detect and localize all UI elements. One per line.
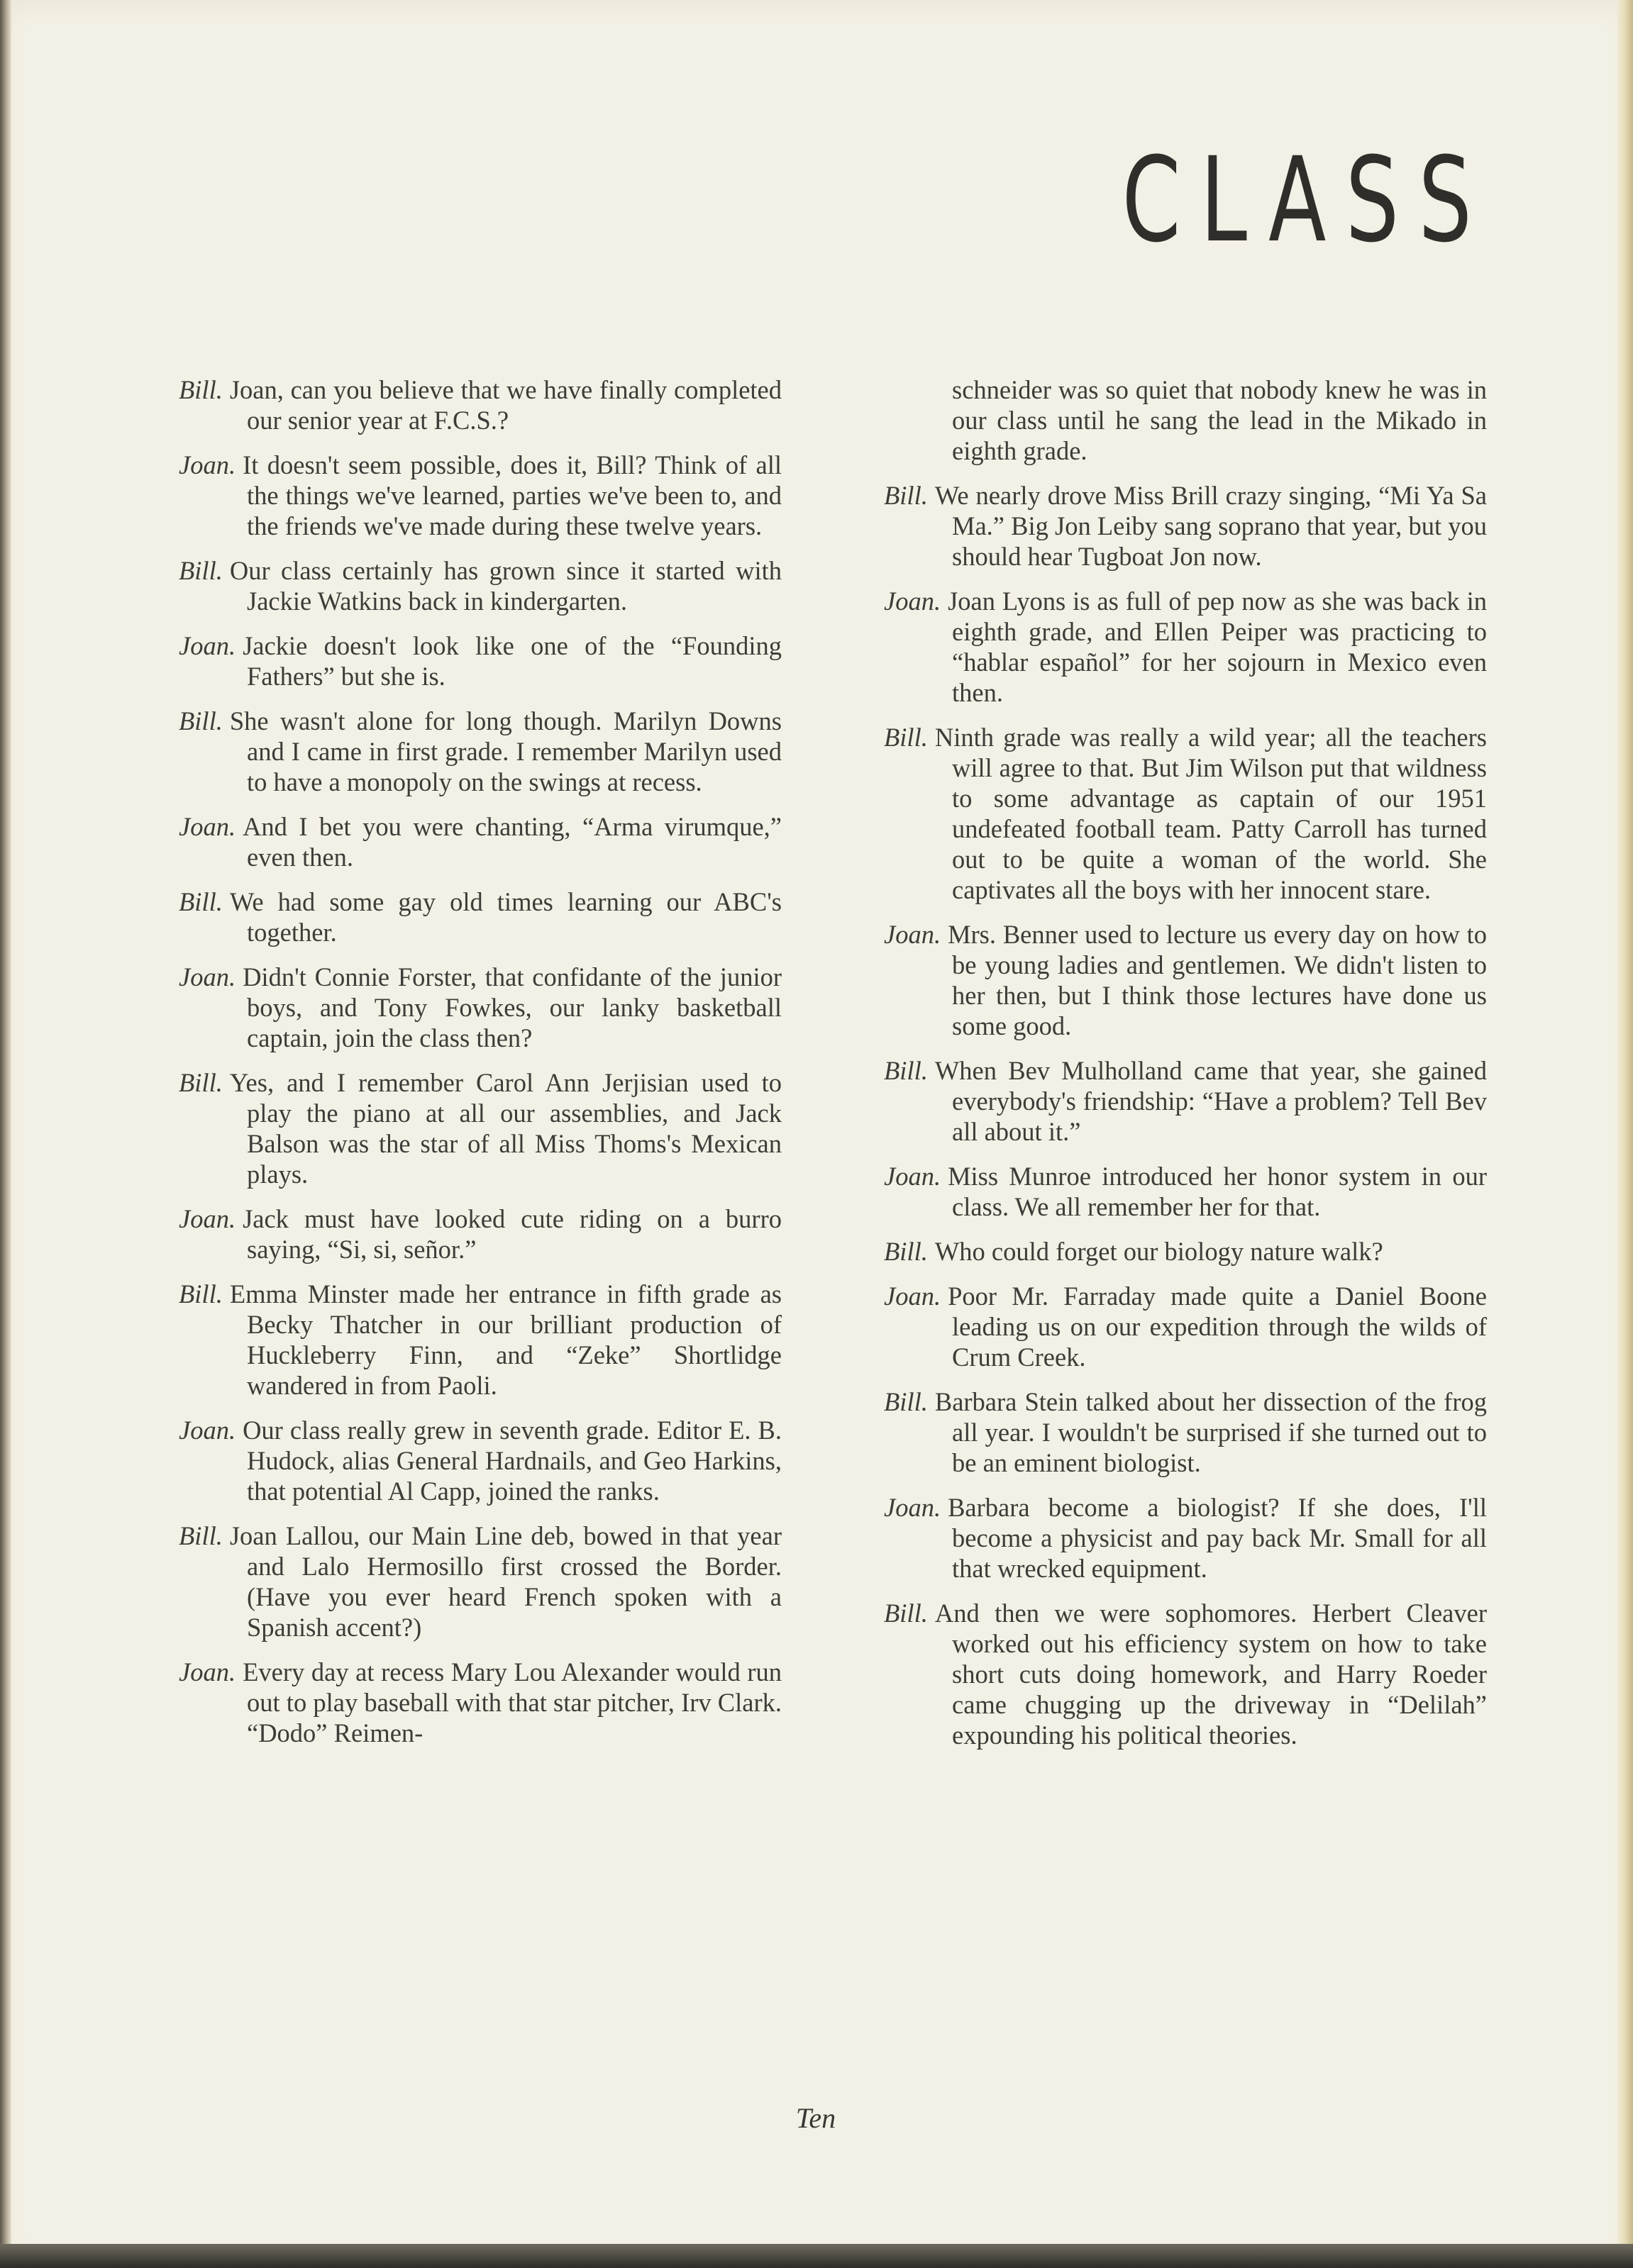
dialogue-text: We nearly drove Miss Brill crazy singing, “Mi Ya Sa Ma.” Big Jon Leiby sang soprano that year, but you should hear Tugboat Jon now.	[934, 481, 1487, 571]
page-binding-edge	[0, 0, 11, 2268]
dialogue-line	[884, 722, 1487, 905]
speaker-name: Joan.	[884, 1162, 941, 1191]
dialogue-line	[179, 811, 782, 872]
speaker-name: Joan.	[179, 450, 236, 479]
dialogue-line	[179, 1521, 782, 1642]
dialogue-text: Emma Minster made her entrance in fifth grade as Becky Thatcher in our brilliant production of Huckleberry Finn, and “Zeke” Shortlidge wandered in from Paoli.	[229, 1279, 782, 1400]
dialogue-line	[884, 586, 1487, 708]
dialogue-text: Mrs. Benner used to lecture us every day on how to be young ladies and gentlemen. We didn't listen to her then, but I think those lectures have done us some good.	[948, 920, 1487, 1040]
dialogue-line	[179, 1657, 782, 1748]
dialogue-line	[179, 886, 782, 947]
dialogue-line	[884, 1281, 1487, 1372]
speaker-name: Bill.	[179, 1068, 223, 1097]
right-column	[884, 374, 1487, 1764]
speaker-name: Bill.	[179, 1279, 223, 1308]
dialogue-line	[179, 962, 782, 1053]
dialogue-text: We had some gay old times learning our ABC's together.	[229, 887, 782, 947]
dialogue-line	[179, 1415, 782, 1506]
speaker-name: Joan.	[179, 1657, 236, 1686]
dialogue-line	[179, 1279, 782, 1401]
dialogue-text: And I bet you were chanting, “Arma virumque,” even then.	[243, 812, 782, 872]
dialogue-line	[179, 555, 782, 616]
dialogue-text: It doesn't seem possible, does it, Bill? Think of all the things we've learned, parties we've been to, and the friends we've made during these twelve years.	[243, 450, 782, 540]
dialogue-text: Our class certainly has grown since it started with Jackie Watkins back in kindergarten.	[229, 556, 782, 616]
page-bottom-edge	[0, 2244, 1633, 2268]
dialogue-line	[884, 1492, 1487, 1584]
speaker-name: Bill.	[179, 1521, 223, 1550]
dialogue-line	[884, 1386, 1487, 1478]
dialogue-text: Every day at recess Mary Lou Alexander would run out to play baseball with that star pitcher, Irv Clark. “Dodo” Reimen-	[243, 1657, 782, 1747]
dialogue-text: Barbara Stein talked about her dissection of the frog all year. I wouldn't be surprised if she turned out to be an eminent biologist.	[934, 1387, 1487, 1477]
dialogue-text: Jackie doesn't look like one of the “Founding Fathers” but she is.	[243, 631, 782, 691]
page-number: Ten	[795, 2102, 836, 2134]
dialogue-text: Barbara become a biologist? If she does, I'll become a physicist and pay back Mr. Small for all that wrecked equipment.	[948, 1493, 1487, 1583]
speaker-name: Joan.	[179, 1204, 236, 1233]
speaker-name: Joan.	[179, 1416, 236, 1445]
speaker-name: Bill.	[179, 887, 223, 916]
dialogue-line	[884, 1161, 1487, 1222]
dialogue-text: Our class really grew in seventh grade. Editor E. B. Hudock, alias General Hardnails, and Geo Harkins, that potential Al Capp, joined the ranks.	[243, 1416, 782, 1506]
dialogue-line	[884, 1236, 1487, 1267]
speaker-name: Bill.	[179, 706, 223, 735]
dialogue-line	[884, 919, 1487, 1041]
dialogue-text: And then we were sophomores. Herbert Cleaver worked out his efficiency system on how to take short cuts doing homework, and Harry Roeder came chugging up the driveway in “Delilah” expounding his political theories.	[934, 1599, 1487, 1750]
dialogue-text: Who could forget our biology nature walk?	[934, 1237, 1383, 1266]
dialogue-text: Ninth grade was really a wild year; all the teachers will agree to that. But Jim Wilson put that wildness to some advantage as captain of our 1951 undefeated football team. Patty Carroll has turned out to be quite a woman of the world. She captivates all the boys with her innocent stare.	[934, 723, 1487, 904]
dialogue-line	[884, 480, 1487, 572]
dialogue-line	[179, 1204, 782, 1264]
dialogue-text: Joan, can you believe that we have finally completed our senior year at F.C.S.?	[229, 375, 782, 435]
dialogue-line	[884, 1598, 1487, 1750]
speaker-name: Joan.	[884, 587, 941, 616]
speaker-name: Joan.	[884, 920, 941, 949]
page-right-edge	[1617, 0, 1633, 2268]
speaker-name: Joan.	[179, 812, 236, 841]
dialogue-line	[179, 450, 782, 541]
speaker-name: Joan.	[179, 631, 236, 660]
dialogue-text: Joan Lyons is as full of pep now as she was back in eighth grade, and Ellen Peiper was practicing to “hablar español” for her sojourn in Mexico even then.	[948, 587, 1487, 707]
dialogue-text: Yes, and I remember Carol Ann Jerjisian used to play the piano at all our assemblies, and Jack Balson was the star of all Miss Thoms's Mexican plays.	[229, 1068, 782, 1189]
speaker-name: Bill.	[884, 1599, 928, 1628]
speaker-name: Joan.	[884, 1282, 941, 1311]
dialogue-text: Poor Mr. Farraday made quite a Daniel Boone leading us on our expedition through the wilds of Crum Creek.	[948, 1282, 1487, 1372]
dialogue-line	[179, 374, 782, 435]
dialogue-line	[179, 706, 782, 797]
dialogue-text: When Bev Mulholland came that year, she gained everybody's friendship: “Have a problem? Tell Bev all about it.”	[934, 1056, 1487, 1146]
page-title: CLASS	[1122, 132, 1491, 268]
speaker-name: Bill.	[884, 1056, 928, 1085]
speaker-name: Bill.	[884, 1387, 928, 1416]
dialogue-text: Joan Lallou, our Main Line deb, bowed in that year and Lalo Hermosillo first crossed the Border. (Have you ever heard French spoken with a Spanish accent?)	[229, 1521, 782, 1642]
dialogue-line	[179, 1067, 782, 1189]
speaker-name: Bill.	[884, 1237, 928, 1266]
dialogue-text: Jack must have looked cute riding on a burro saying, “Si, si, señor.”	[243, 1204, 782, 1264]
speaker-name: Bill.	[884, 723, 928, 752]
dialogue-line	[884, 1055, 1487, 1147]
dialogue-continuation: schneider was so quiet that nobody knew he was in our class until he sang the lead in the Mikado in eighth grade.	[952, 375, 1487, 465]
speaker-name: Joan.	[179, 962, 236, 991]
speaker-name: Bill.	[179, 556, 223, 585]
left-column	[179, 374, 782, 1762]
speaker-name: Bill.	[179, 375, 223, 404]
dialogue-text: Miss Munroe introduced her honor system in our class. We all remember her for that.	[948, 1162, 1487, 1221]
speaker-name: Joan.	[884, 1493, 941, 1522]
dialogue-line	[179, 630, 782, 691]
dialogue-text: She wasn't alone for long though. Marilyn Downs and I came in first grade. I remember Marilyn used to have a monopoly on the swings at recess.	[229, 706, 782, 796]
dialogue-text: Didn't Connie Forster, that confidante of the junior boys, and Tony Fowkes, our lanky basketball captain, join the class then?	[243, 962, 782, 1052]
speaker-name: Bill.	[884, 481, 928, 510]
